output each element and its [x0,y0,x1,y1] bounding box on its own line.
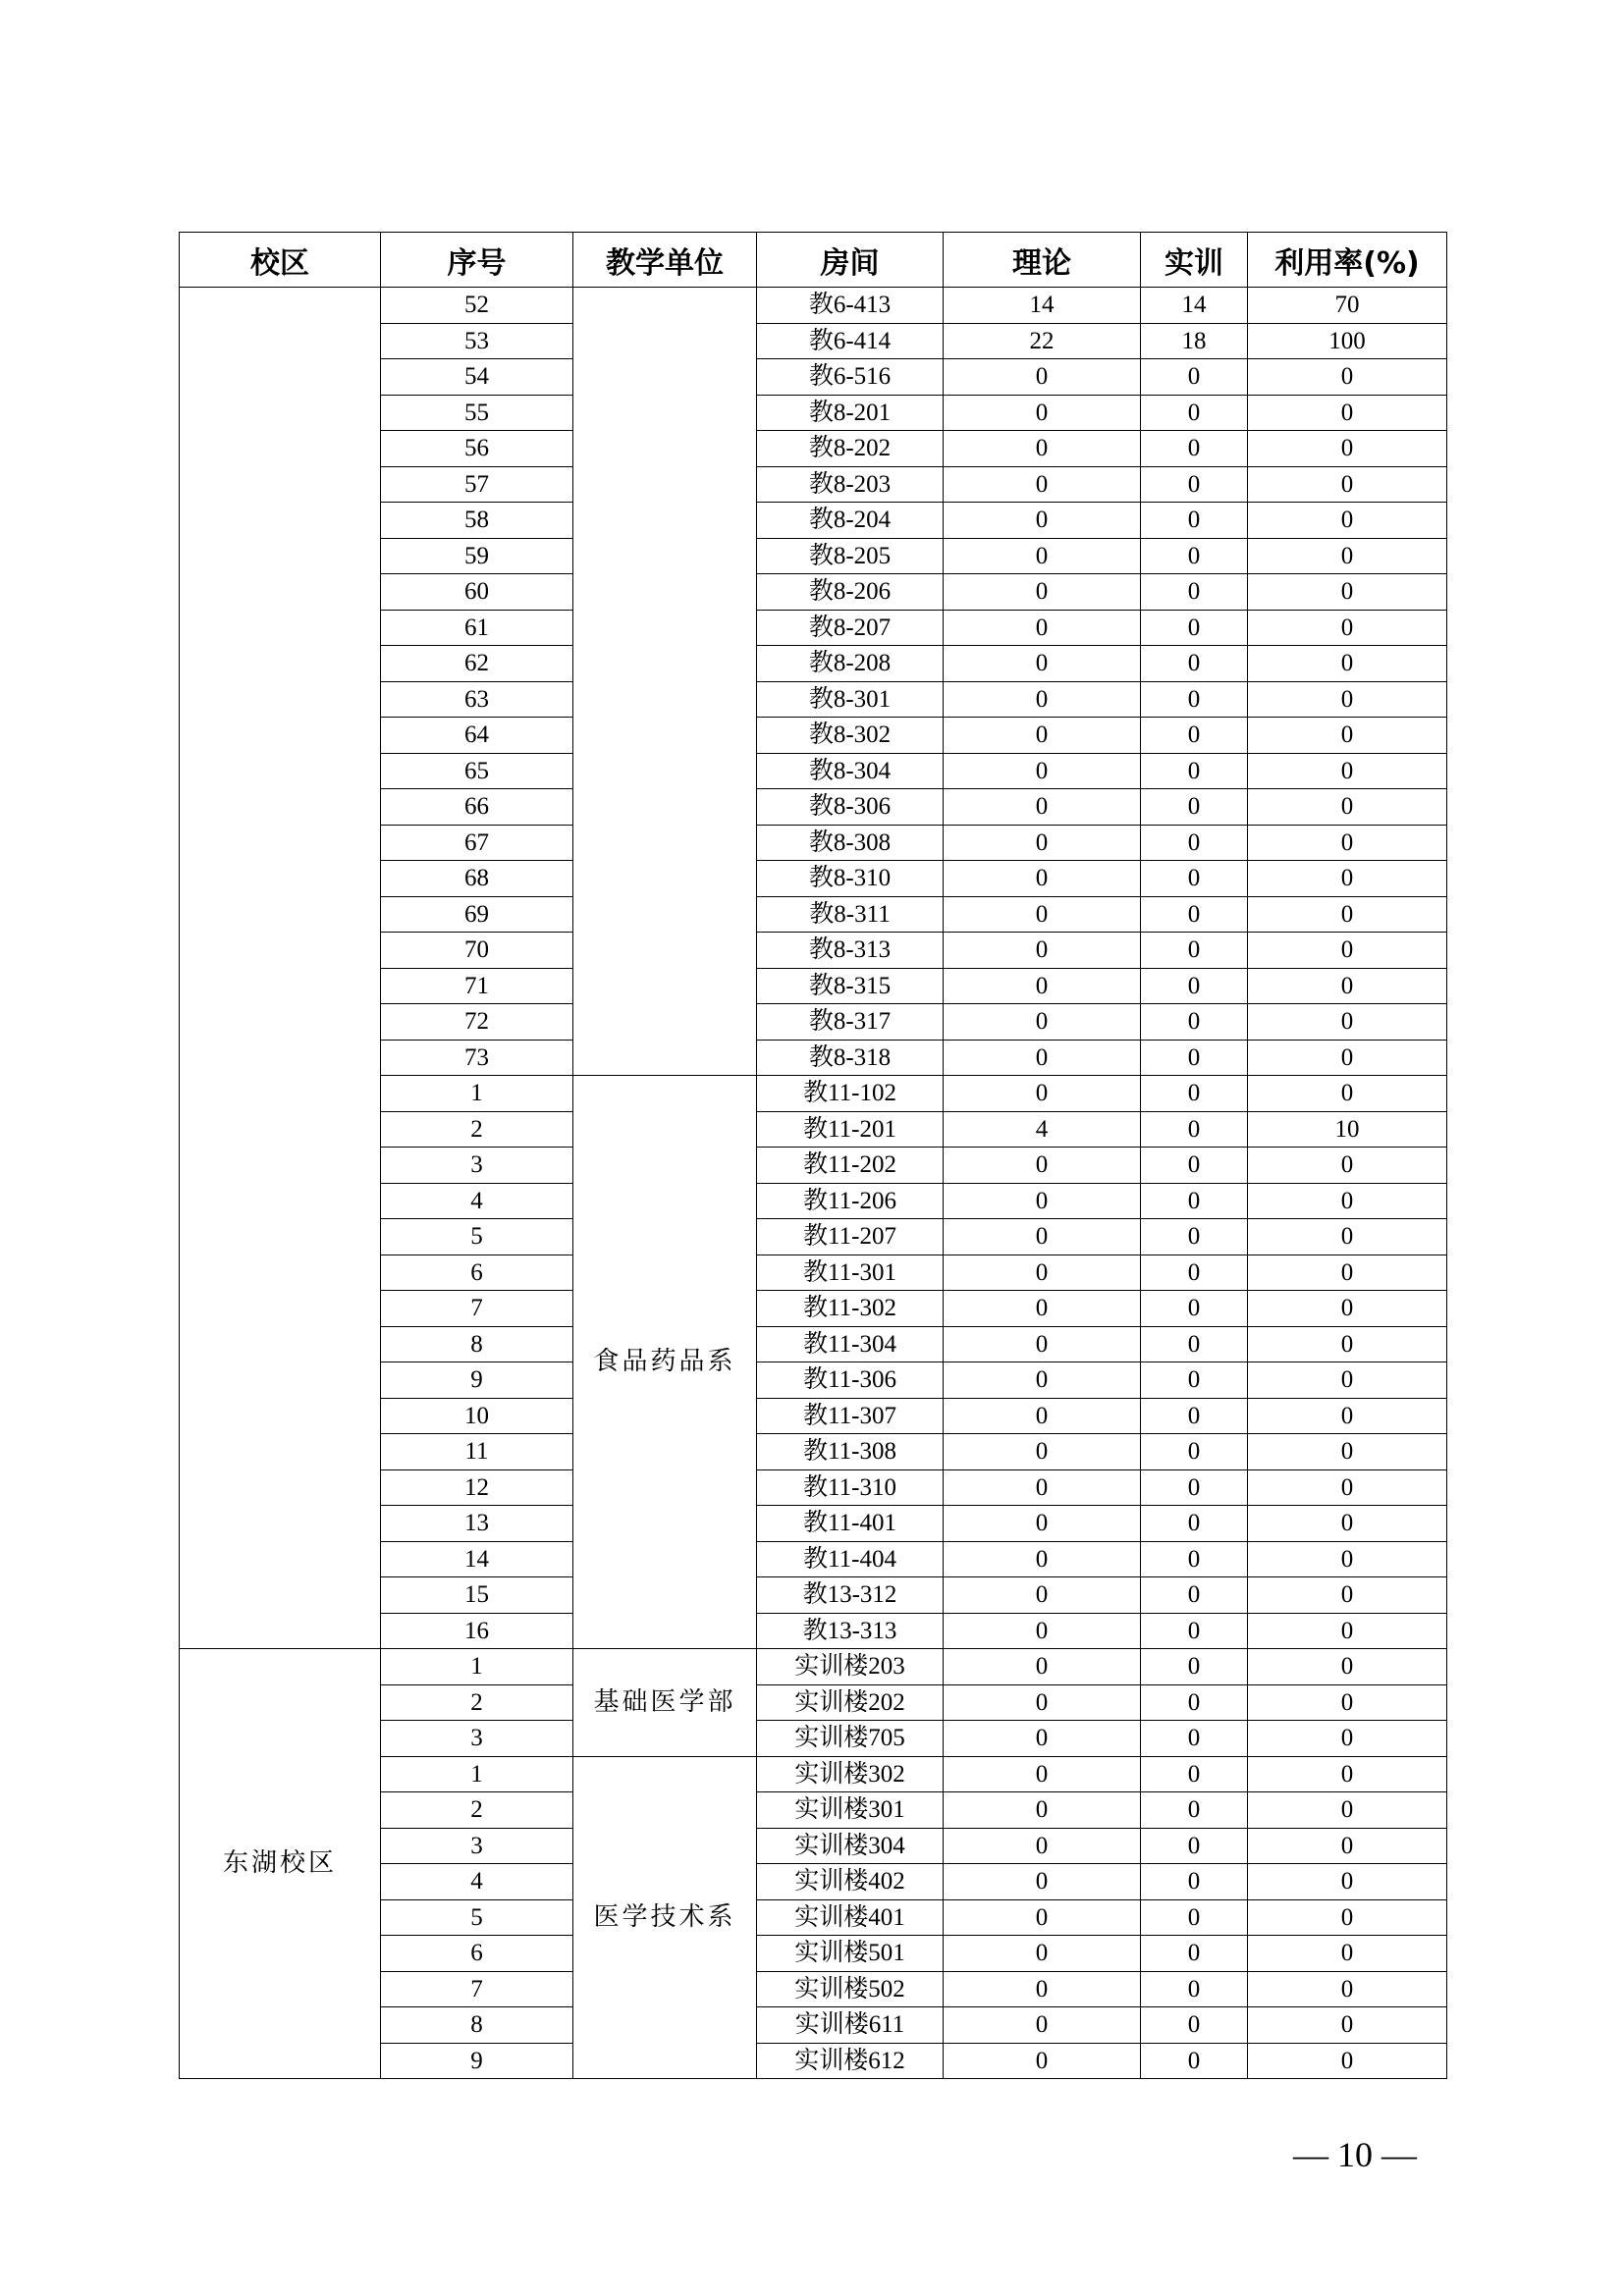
theory-cell: 0 [944,646,1141,682]
serial-number-cell: 63 [381,681,573,718]
utilization-rate-cell: 0 [1248,574,1447,611]
theory-cell: 0 [944,753,1141,789]
serial-number-cell: 67 [381,825,573,861]
campus-cell [180,288,381,1649]
utilization-rate-cell: 0 [1248,1255,1447,1291]
utilization-rate-cell: 0 [1248,1398,1447,1434]
practice-cell: 0 [1141,1148,1248,1184]
practice-cell: 0 [1141,1577,1248,1614]
room-cell: 教11-308 [757,1434,944,1470]
room-cell: 教8-208 [757,646,944,682]
utilization-rate-cell: 0 [1248,1792,1447,1829]
theory-cell: 0 [944,1469,1141,1506]
practice-cell: 0 [1141,1326,1248,1362]
room-cell: 教8-313 [757,933,944,969]
utilization-rate-cell: 0 [1248,1649,1447,1685]
theory-cell: 0 [944,1613,1141,1649]
theory-cell: 0 [944,1936,1141,1972]
table-header [180,233,1447,288]
practice-cell: 0 [1141,2007,1248,2044]
serial-number-cell: 68 [381,861,573,897]
theory-cell: 0 [944,1828,1141,1864]
serial-number-cell: 70 [381,933,573,969]
practice-cell: 14 [1141,288,1248,324]
theory-cell: 0 [944,1684,1141,1721]
room-cell: 教11-202 [757,1148,944,1184]
practice-cell: 0 [1141,1004,1248,1041]
room-cell: 实训楼301 [757,1792,944,1829]
utilization-rate-cell: 0 [1248,933,1447,969]
theory-cell: 0 [944,1756,1141,1792]
room-cell: 实训楼402 [757,1864,944,1900]
room-cell: 教11-102 [757,1076,944,1112]
utilization-rate-cell: 0 [1248,395,1447,431]
practice-cell: 0 [1141,646,1248,682]
theory-cell: 0 [944,1721,1141,1757]
room-cell: 教6-413 [757,288,944,324]
theory-cell: 0 [944,1219,1141,1255]
room-cell: 实训楼202 [757,1684,944,1721]
serial-number-cell: 55 [381,395,573,431]
serial-number-cell: 73 [381,1040,573,1076]
room-cell: 教8-201 [757,395,944,431]
room-cell: 教8-205 [757,538,944,574]
practice-cell: 0 [1141,610,1248,646]
serial-number-cell: 64 [381,718,573,754]
header-campus: 校区 [180,233,381,288]
room-cell: 教11-304 [757,1326,944,1362]
theory-cell: 22 [944,323,1141,359]
room-cell: 教11-207 [757,1219,944,1255]
serial-number-cell: 56 [381,431,573,467]
utilization-rate-cell: 0 [1248,646,1447,682]
room-cell: 教8-207 [757,610,944,646]
serial-number-cell: 2 [381,1111,573,1148]
practice-cell: 0 [1141,753,1248,789]
utilization-rate-cell: 0 [1248,861,1447,897]
serial-number-cell: 4 [381,1864,573,1900]
practice-cell: 18 [1141,323,1248,359]
utilization-rate-cell: 0 [1248,1291,1447,1327]
utilization-rate-cell: 0 [1248,753,1447,789]
utilization-rate-cell: 0 [1248,896,1447,933]
theory-cell: 0 [944,574,1141,611]
theory-cell: 0 [944,466,1141,503]
room-cell: 实训楼705 [757,1721,944,1757]
utilization-rate-cell: 0 [1248,1040,1447,1076]
room-cell: 教11-302 [757,1291,944,1327]
serial-number-cell: 5 [381,1219,573,1255]
utilization-rate-cell: 0 [1248,1721,1447,1757]
room-cell: 实训楼612 [757,2043,944,2079]
serial-number-cell: 52 [381,288,573,324]
room-cell: 教8-315 [757,968,944,1004]
utilization-rate-cell: 0 [1248,1434,1447,1470]
utilization-rate-cell: 0 [1248,1577,1447,1614]
theory-cell: 0 [944,1971,1141,2007]
serial-number-cell: 9 [381,2043,573,2079]
theory-cell: 0 [944,1004,1141,1041]
practice-cell: 0 [1141,395,1248,431]
serial-number-cell: 57 [381,466,573,503]
practice-cell: 0 [1141,1469,1248,1506]
room-cell: 教8-206 [757,574,944,611]
serial-number-cell: 2 [381,1792,573,1829]
serial-number-cell: 7 [381,1971,573,2007]
theory-cell: 0 [944,718,1141,754]
practice-cell: 0 [1141,1721,1248,1757]
table-body [180,288,1447,2079]
teaching-unit-cell: 食品药品系 [573,1076,757,1649]
serial-number-cell: 8 [381,2007,573,2044]
practice-cell: 0 [1141,1828,1248,1864]
practice-cell: 0 [1141,681,1248,718]
utilization-rate-cell: 0 [1248,789,1447,826]
serial-number-cell: 1 [381,1756,573,1792]
room-cell: 教8-310 [757,861,944,897]
utilization-rate-cell: 0 [1248,825,1447,861]
practice-cell: 0 [1141,968,1248,1004]
theory-cell: 0 [944,1148,1141,1184]
serial-number-cell: 71 [381,968,573,1004]
serial-number-cell: 3 [381,1721,573,1757]
practice-cell: 0 [1141,574,1248,611]
room-cell: 教8-204 [757,503,944,539]
classroom-utilization-table [179,232,1447,2079]
practice-cell: 0 [1141,2043,1248,2079]
header-teaching-unit: 教学单位 [573,233,757,288]
theory-cell: 0 [944,825,1141,861]
practice-cell: 0 [1141,1111,1248,1148]
theory-cell: 0 [944,610,1141,646]
utilization-rate-cell: 10 [1248,1111,1447,1148]
room-cell: 教8-301 [757,681,944,718]
utilization-rate-cell: 0 [1248,1148,1447,1184]
theory-cell: 0 [944,2007,1141,2044]
room-cell: 教8-311 [757,896,944,933]
utilization-rate-cell: 0 [1248,1613,1447,1649]
utilization-rate-cell: 0 [1248,1362,1447,1399]
room-cell: 教13-313 [757,1613,944,1649]
serial-number-cell: 6 [381,1936,573,1972]
theory-cell: 0 [944,1076,1141,1112]
practice-cell: 0 [1141,861,1248,897]
room-cell: 教11-404 [757,1541,944,1577]
theory-cell: 0 [944,1183,1141,1219]
serial-number-cell: 1 [381,1076,573,1112]
theory-cell: 0 [944,1577,1141,1614]
theory-cell: 0 [944,503,1141,539]
theory-cell: 0 [944,1434,1141,1470]
utilization-rate-cell: 0 [1248,1326,1447,1362]
serial-number-cell: 65 [381,753,573,789]
practice-cell: 0 [1141,1183,1248,1219]
theory-cell: 0 [944,933,1141,969]
page-number: — 10 — [1293,2135,1417,2174]
practice-cell: 0 [1141,1864,1248,1900]
theory-cell: 0 [944,1255,1141,1291]
utilization-rate-cell: 0 [1248,466,1447,503]
room-cell: 实训楼302 [757,1756,944,1792]
utilization-rate-cell: 0 [1248,1076,1447,1112]
serial-number-cell: 7 [381,1291,573,1327]
room-cell: 实训楼401 [757,1899,944,1936]
theory-cell: 0 [944,538,1141,574]
theory-cell: 0 [944,395,1141,431]
serial-number-cell: 15 [381,1577,573,1614]
room-cell: 实训楼611 [757,2007,944,2044]
room-cell: 实训楼502 [757,1971,944,2007]
teaching-unit-cell [573,288,757,1076]
theory-cell: 0 [944,1899,1141,1936]
serial-number-cell: 14 [381,1541,573,1577]
practice-cell: 0 [1141,1792,1248,1829]
room-cell: 实训楼501 [757,1936,944,1972]
practice-cell: 0 [1141,538,1248,574]
serial-number-cell: 8 [381,1326,573,1362]
practice-cell: 0 [1141,1076,1248,1112]
teaching-unit-cell: 基础医学部 [573,1649,757,1757]
practice-cell: 0 [1141,1971,1248,2007]
theory-cell: 0 [944,681,1141,718]
practice-cell: 0 [1141,431,1248,467]
practice-cell: 0 [1141,1684,1248,1721]
room-cell: 教8-318 [757,1040,944,1076]
serial-number-cell: 3 [381,1828,573,1864]
serial-number-cell: 1 [381,1649,573,1685]
practice-cell: 0 [1141,1398,1248,1434]
utilization-rate-cell: 0 [1248,1004,1447,1041]
practice-cell: 0 [1141,1291,1248,1327]
serial-number-cell: 61 [381,610,573,646]
practice-cell: 0 [1141,1219,1248,1255]
serial-number-cell: 2 [381,1684,573,1721]
table-row [180,288,1447,324]
room-cell: 教13-312 [757,1577,944,1614]
serial-number-cell: 11 [381,1434,573,1470]
utilization-rate-cell: 0 [1248,1899,1447,1936]
utilization-rate-cell: 0 [1248,1828,1447,1864]
theory-cell: 0 [944,1541,1141,1577]
utilization-rate-cell: 100 [1248,323,1447,359]
room-cell: 实训楼203 [757,1649,944,1685]
theory-cell: 0 [944,1649,1141,1685]
practice-cell: 0 [1141,1899,1248,1936]
room-cell: 教6-414 [757,323,944,359]
utilization-rate-cell: 0 [1248,538,1447,574]
utilization-rate-cell: 0 [1248,503,1447,539]
room-cell: 教8-202 [757,431,944,467]
serial-number-cell: 16 [381,1613,573,1649]
theory-cell: 0 [944,1326,1141,1362]
practice-cell: 0 [1141,1649,1248,1685]
serial-number-cell: 69 [381,896,573,933]
serial-number-cell: 9 [381,1362,573,1399]
table-row [180,1649,1447,1685]
room-cell: 教8-302 [757,718,944,754]
room-cell: 教8-306 [757,789,944,826]
utilization-rate-cell: 0 [1248,1684,1447,1721]
theory-cell: 0 [944,1506,1141,1542]
theory-cell: 0 [944,789,1141,826]
header-utilization-rate: 利用率(%) [1248,233,1447,288]
header-theory: 理论 [944,233,1141,288]
theory-cell: 0 [944,968,1141,1004]
utilization-rate-cell: 0 [1248,1756,1447,1792]
theory-cell: 0 [944,1362,1141,1399]
teaching-unit-cell: 医学技术系 [573,1756,757,2079]
serial-number-cell: 3 [381,1148,573,1184]
theory-cell: 4 [944,1111,1141,1148]
room-cell: 教8-203 [757,466,944,503]
practice-cell: 0 [1141,896,1248,933]
room-cell: 教11-301 [757,1255,944,1291]
serial-number-cell: 54 [381,359,573,396]
serial-number-cell: 60 [381,574,573,611]
serial-number-cell: 66 [381,789,573,826]
theory-cell: 0 [944,431,1141,467]
practice-cell: 0 [1141,503,1248,539]
utilization-rate-cell: 0 [1248,610,1447,646]
header-room: 房间 [757,233,944,288]
practice-cell: 0 [1141,825,1248,861]
utilization-rate-cell: 0 [1248,681,1447,718]
serial-number-cell: 4 [381,1183,573,1219]
serial-number-cell: 10 [381,1398,573,1434]
theory-cell: 0 [944,1792,1141,1829]
theory-cell: 0 [944,1398,1141,1434]
serial-number-cell: 62 [381,646,573,682]
serial-number-cell: 5 [381,1899,573,1936]
serial-number-cell: 72 [381,1004,573,1041]
serial-number-cell: 13 [381,1506,573,1542]
theory-cell: 0 [944,359,1141,396]
utilization-rate-cell: 70 [1248,288,1447,324]
theory-cell: 0 [944,2043,1141,2079]
serial-number-cell: 6 [381,1255,573,1291]
utilization-rate-cell: 0 [1248,1936,1447,1972]
practice-cell: 0 [1141,933,1248,969]
room-cell: 教11-206 [757,1183,944,1219]
room-cell: 实训楼304 [757,1828,944,1864]
room-cell: 教11-307 [757,1398,944,1434]
room-cell: 教8-304 [757,753,944,789]
theory-cell: 0 [944,896,1141,933]
theory-cell: 0 [944,1291,1141,1327]
header-practice: 实训 [1141,233,1248,288]
utilization-rate-cell: 0 [1248,1541,1447,1577]
header-serial-number: 序号 [381,233,573,288]
utilization-rate-cell: 0 [1248,2043,1447,2079]
room-cell: 教8-308 [757,825,944,861]
practice-cell: 0 [1141,1255,1248,1291]
practice-cell: 0 [1141,1541,1248,1577]
room-cell: 教11-201 [757,1111,944,1148]
practice-cell: 0 [1141,1936,1248,1972]
serial-number-cell: 53 [381,323,573,359]
utilization-rate-cell: 0 [1248,1183,1447,1219]
utilization-rate-cell: 0 [1248,718,1447,754]
practice-cell: 0 [1141,1434,1248,1470]
utilization-rate-cell: 0 [1248,1971,1447,2007]
utilization-rate-cell: 0 [1248,968,1447,1004]
theory-cell: 0 [944,1864,1141,1900]
room-cell: 教11-310 [757,1469,944,1506]
theory-cell: 0 [944,861,1141,897]
theory-cell: 14 [944,288,1141,324]
theory-cell: 0 [944,1040,1141,1076]
room-cell: 教6-516 [757,359,944,396]
utilization-rate-cell: 0 [1248,1469,1447,1506]
room-cell: 教8-317 [757,1004,944,1041]
utilization-rate-cell: 0 [1248,359,1447,396]
practice-cell: 0 [1141,1040,1248,1076]
practice-cell: 0 [1141,789,1248,826]
utilization-rate-cell: 0 [1248,1506,1447,1542]
practice-cell: 0 [1141,359,1248,396]
utilization-rate-cell: 0 [1248,2007,1447,2044]
campus-cell: 东湖校区 [180,1649,381,2079]
practice-cell: 0 [1141,466,1248,503]
serial-number-cell: 58 [381,503,573,539]
utilization-rate-cell: 0 [1248,431,1447,467]
practice-cell: 0 [1141,1756,1248,1792]
utilization-rate-cell: 0 [1248,1864,1447,1900]
serial-number-cell: 12 [381,1469,573,1506]
practice-cell: 0 [1141,1613,1248,1649]
header-row [180,233,1447,288]
practice-cell: 0 [1141,1362,1248,1399]
room-cell: 教11-306 [757,1362,944,1399]
serial-number-cell: 59 [381,538,573,574]
room-cell: 教11-401 [757,1506,944,1542]
practice-cell: 0 [1141,1506,1248,1542]
utilization-rate-cell: 0 [1248,1219,1447,1255]
practice-cell: 0 [1141,718,1248,754]
